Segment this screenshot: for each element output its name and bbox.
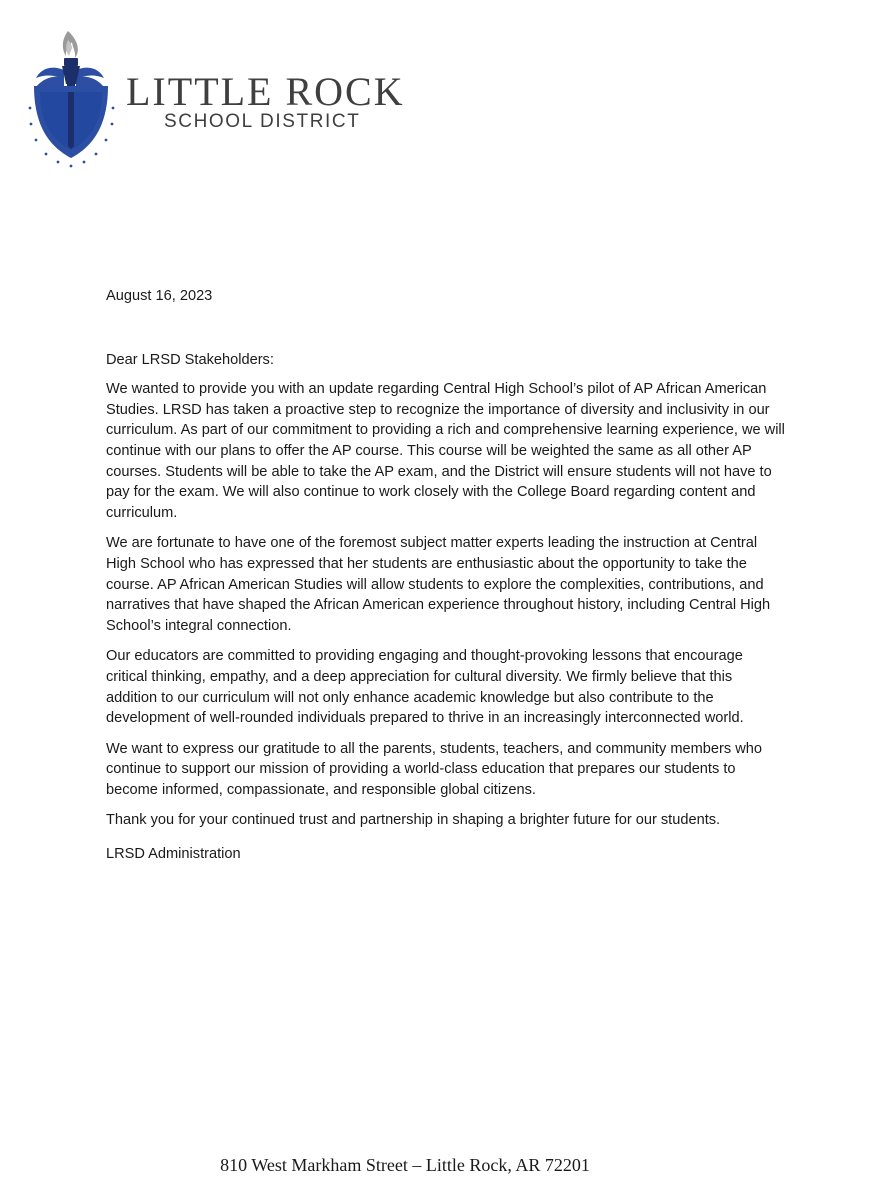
paragraph-gratitude: We want to express our gratitude to all the parents, students, teachers, and community members who continue to support our mission of providing a world-class education that prepares our students to become informed, compassionate, and responsible global citizens. — [106, 740, 762, 798]
paragraph-instructor: We are fortunate to have one of the foremost subject matter experts leading the instruction at Central High School who has expressed that her students are enthusiastic about the opportunity to take the course. AP African American Studies will allow students to explore the complexities, contributions, and narratives that have shaped the African American experience throughout history, including Central High School’s integral connection. — [106, 535, 771, 634]
org-subtitle: SCHOOL DISTRICT — [164, 111, 361, 132]
org-name: LITTLE ROCK — [126, 69, 405, 114]
torch-shield-logo-icon — [28, 28, 120, 170]
paragraph-educators: Our educators are committed to providing engaging and thought-provoking lessons that encourage critical thinking, empathy, and a deep appreciation for cultural diversity. We firmly believe that this addition to our curriculum will not only enhance academic knowledge but also contribute to the development of well-rounded individuals prepared to thrive in an increasingly interconnected world. — [106, 648, 744, 727]
letterhead — [28, 28, 408, 173]
salutation: Dear LRSD Stakeholders: — [106, 351, 274, 368]
paragraph-update: We wanted to provide you with an update regarding Central High School’s pilot of AP African American Studies. LRSD has taken a proactive step to recognize the importance of diversity and inclusivity in our curriculum. As part of our commitment to providing a rich and comprehensive learning experience, we will continue with our plans to offer the AP course. This course will be weighted the same as all other AP courses. Students will be able to take the AP exam, and the District will ensure students will not have to pay for the exam. We will also continue to work closely with the College Board regarding content and curriculum. — [106, 381, 785, 521]
signature: LRSD Administration — [106, 846, 241, 863]
footer-address: 810 West Markham Street – Little Rock, AR 72201 — [220, 1155, 590, 1175]
closing-line: Thank you for your continued trust and partnership in shaping a brighter future for our students. — [106, 812, 721, 829]
letter-body — [106, 286, 786, 865]
letter-date: August 16, 2023 — [106, 288, 213, 304]
